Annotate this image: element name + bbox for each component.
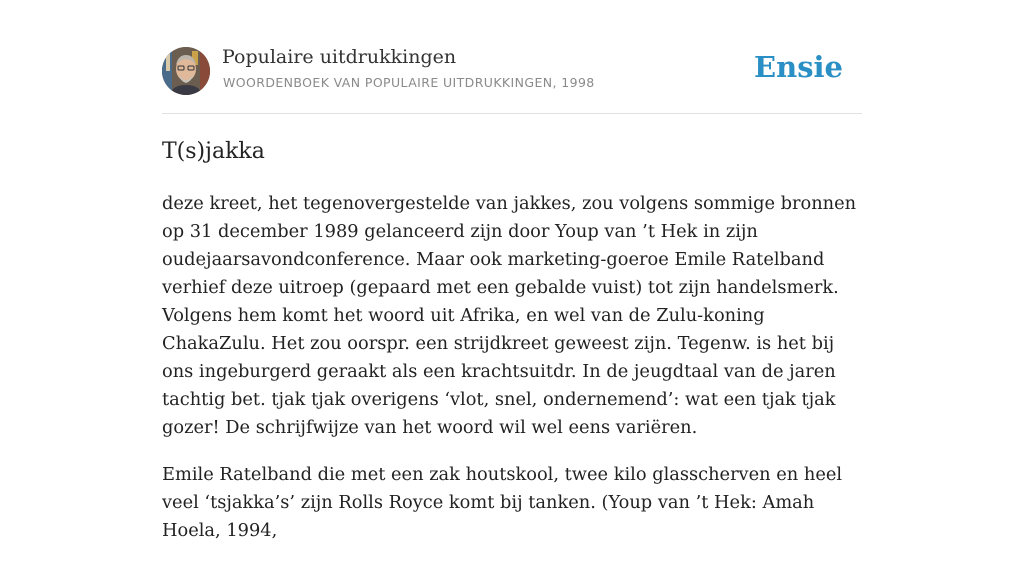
source-header xyxy=(162,0,862,114)
author-avatar[interactable] xyxy=(162,47,210,95)
source-title[interactable]: Populaire uitdrukkingen xyxy=(222,46,457,68)
entry-paragraph: deze kreet, het tegenovergestelde van jakkes, zou volgens sommige bronnen op 31 december 1989 gelanceerd zijn door Youp van ’t Hek in zijn oudejaarsavondconference. Maar ook marketing-goeroe Emile Ratelband verhief deze uitroep (gepaard met een gebalde vuist) tot zijn handelsmerk. Volgens hem komt het woord uit Afrika, en wel van de Zulu-koning ChakaZulu. Het zou oorspr. een strijdkreet geweest zijn. Tegenw. is het bij ons ingeburgerd geraakt als een krachtsuitdr. In de jeugdtaal van de jaren tachtig bet. tjak tjak overigens ‘vlot, snel, ondernemend’: wat een tjak tjak gozer! De schrijfwijze van het woord wil wel eens variëren. xyxy=(162,193,857,438)
author-portrait-icon xyxy=(162,47,210,95)
entry-title: T(s)jakka xyxy=(162,139,265,164)
entry-paragraph: Emile Ratelband die met een zak houtskool, twee kilo glasscherven en heel veel ‘tsjakka’s’ zijn Rolls Royce komt bij tanken. (Youp van ’t Hek: Amah Hoela, 1994, xyxy=(162,464,843,541)
brand-logo-link[interactable]: Ensie xyxy=(754,50,843,84)
source-subtitle: WOORDENBOEK VAN POPULAIRE UITDRUKKINGEN, 1998 xyxy=(223,75,595,90)
entry-body xyxy=(162,190,862,564)
page xyxy=(162,0,862,541)
